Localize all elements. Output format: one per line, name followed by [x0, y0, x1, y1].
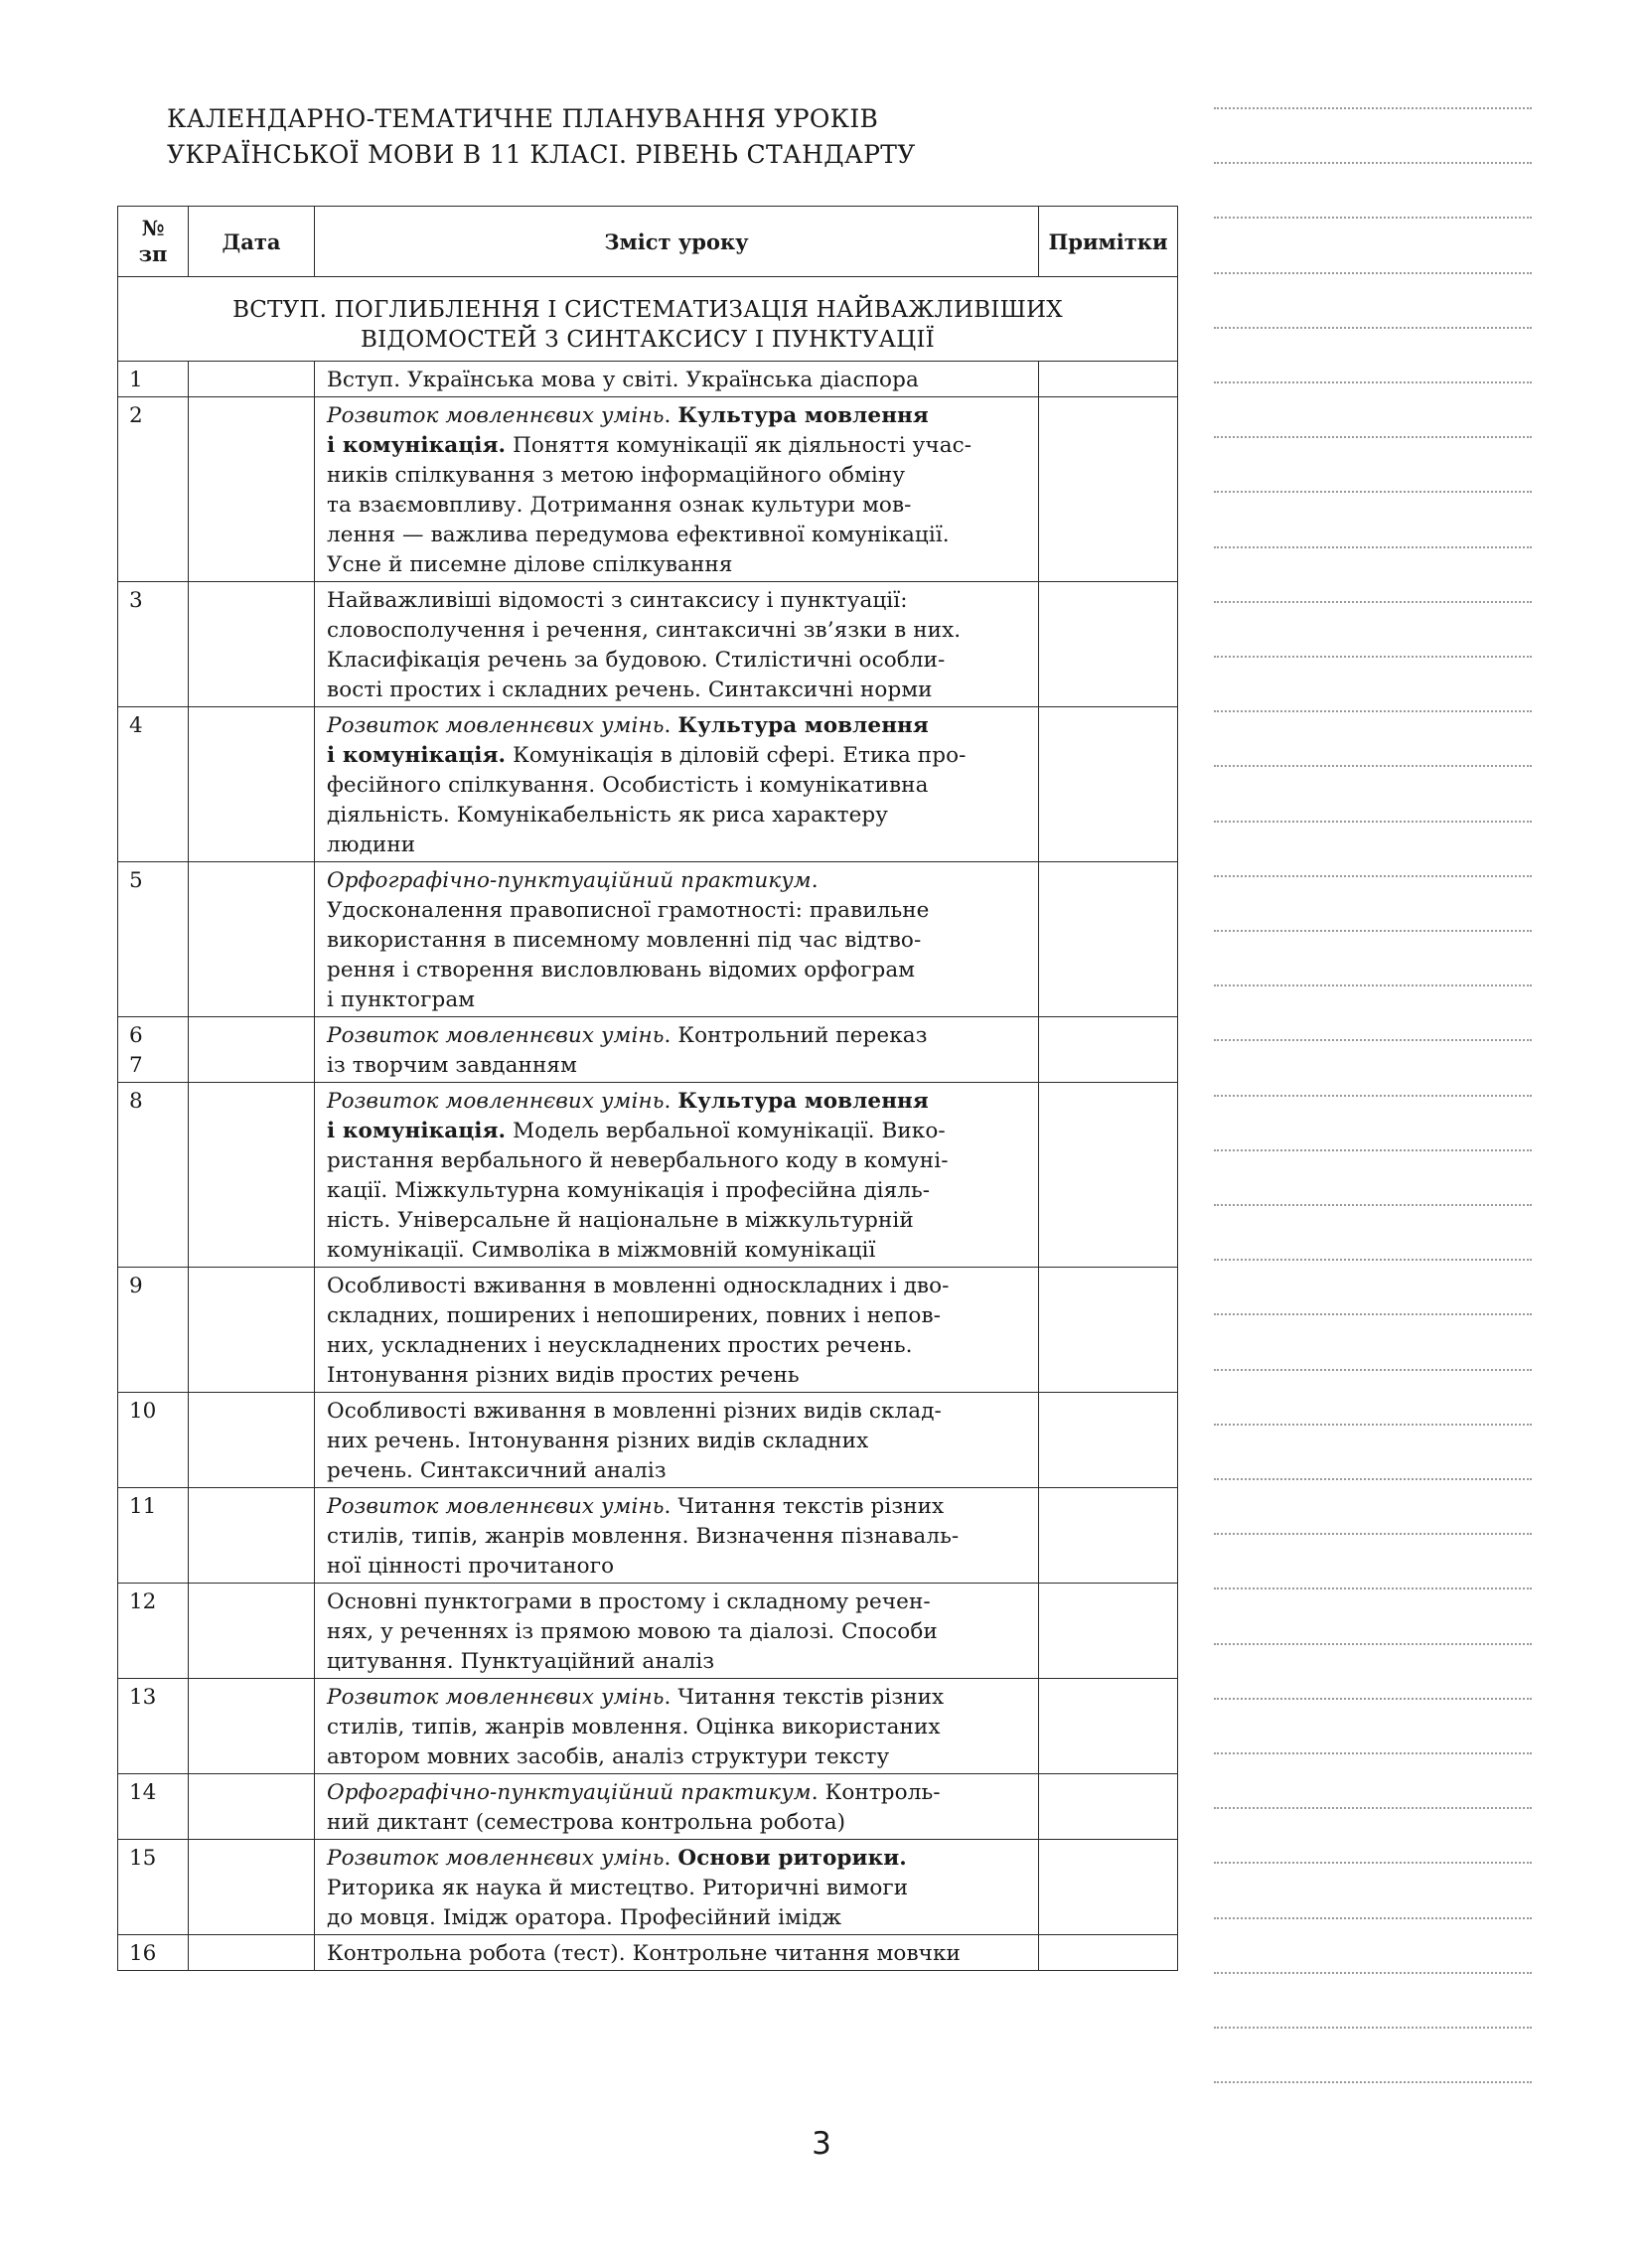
ruled-line — [1214, 1204, 1532, 1206]
content-text: Інтонування різних видів простих речень — [327, 1363, 800, 1388]
ruled-line — [1214, 930, 1532, 932]
table-row — [118, 1393, 1178, 1488]
lesson-notes-cell — [1039, 1679, 1178, 1774]
section-heading-line-2: ВІДОМОСТЕЙ З СИНТАКСИСУ І ПУНКТУАЦІЇ — [361, 327, 935, 353]
content-text: Комунікація в діловій сфері. Етика про- — [506, 743, 967, 768]
lesson-number — [118, 862, 189, 1017]
content-line — [327, 491, 1026, 521]
lesson-number-value: 13 — [129, 1685, 157, 1710]
lesson-number-value: 3 — [129, 588, 143, 613]
table-row — [118, 862, 1178, 1017]
lesson-number — [118, 362, 189, 397]
content-text: автором мовних засобів, аналіз структури тексту — [327, 1744, 890, 1769]
content-text: Модель вербальної комунікації. Вико- — [506, 1119, 946, 1143]
ruled-line — [1214, 327, 1532, 329]
ruled-line — [1214, 381, 1532, 383]
content-text: . — [811, 868, 819, 893]
ruled-line — [1214, 710, 1532, 712]
content-line — [327, 1087, 1026, 1117]
table-header-row — [118, 207, 1178, 277]
content-line — [327, 401, 1026, 431]
content-text: них, ускладнених і неускладнених простих речень. — [327, 1333, 913, 1358]
ruled-line — [1214, 2081, 1532, 2083]
content-line — [327, 1021, 1026, 1051]
header-content: Зміст уроку — [315, 207, 1039, 277]
content-text: кації. Міжкультурна комунікація і професійна діяль- — [327, 1178, 931, 1203]
ruled-line — [1214, 1369, 1532, 1371]
table-row — [118, 707, 1178, 862]
lesson-content — [315, 1679, 1039, 1774]
content-text: до мовця. Імідж оратора. Професійний імідж — [327, 1905, 842, 1930]
content-text: та взаємовпливу. Дотримання ознак культури мов- — [327, 493, 912, 518]
content-text: людини — [327, 832, 416, 857]
lesson-notes-cell — [1039, 862, 1178, 1017]
content-text: Розвиток мовленнєвих умінь — [327, 713, 665, 738]
lesson-date-cell — [189, 1935, 315, 1971]
content-text: Основні пунктограми в простому і складному речен- — [327, 1589, 931, 1614]
table-row — [118, 362, 1178, 397]
content-text: ний диктант (семестрова контрольна робота) — [327, 1810, 846, 1835]
lesson-number-value: 8 — [129, 1089, 143, 1114]
content-text: Орфографічно-пунктуаційний практикум — [327, 1780, 812, 1805]
lesson-number — [118, 1774, 189, 1840]
lesson-number-value: 6 — [129, 1023, 143, 1048]
table-row — [118, 1488, 1178, 1584]
lesson-notes-cell — [1039, 1393, 1178, 1488]
content-line — [327, 1301, 1026, 1331]
lesson-date-cell — [189, 1268, 315, 1393]
ruled-line — [1214, 1917, 1532, 1919]
lesson-number — [118, 1935, 189, 1971]
content-line — [327, 866, 1026, 896]
ruled-line — [1214, 984, 1532, 986]
content-text: Усне й писемне ділове спілкування — [327, 552, 733, 577]
ruled-line — [1214, 2027, 1532, 2029]
lesson-number-value: 5 — [129, 868, 143, 893]
content-line — [327, 1331, 1026, 1361]
ruled-line — [1214, 1533, 1532, 1535]
table-row — [118, 1679, 1178, 1774]
content-line — [327, 801, 1026, 831]
content-text: і комунікація. — [327, 1119, 507, 1143]
content-text: Культура мовлення — [677, 403, 929, 428]
lesson-date-cell — [189, 1393, 315, 1488]
lesson-content — [315, 1935, 1039, 1971]
content-line — [327, 1361, 1026, 1391]
content-text: Найважливіші відомості з синтаксису і пунктуації: — [327, 588, 908, 613]
content-text: словосполучення і речення, синтаксичні зв’язки в них. — [327, 618, 962, 643]
title-line-2: УКРАЇНСЬКОЇ МОВИ В 11 КЛАСІ. РІВЕНЬ СТАНДАРТУ — [167, 140, 916, 169]
lesson-number — [118, 1393, 189, 1488]
content-line — [327, 741, 1026, 771]
lesson-notes-cell — [1039, 707, 1178, 862]
lesson-number — [118, 1017, 189, 1083]
content-text: Орфографічно-пунктуаційний практикум — [327, 868, 812, 893]
content-line — [327, 985, 1026, 1015]
content-line — [327, 1146, 1026, 1176]
ruled-line — [1214, 821, 1532, 823]
ruled-line — [1214, 601, 1532, 603]
lesson-notes-cell — [1039, 1840, 1178, 1935]
content-line — [327, 431, 1026, 461]
lesson-notes-cell — [1039, 1935, 1178, 1971]
lesson-content — [315, 1268, 1039, 1393]
lesson-content — [315, 1017, 1039, 1083]
content-line — [327, 1778, 1026, 1808]
lesson-notes-cell — [1039, 582, 1178, 707]
lesson-number — [118, 1488, 189, 1584]
margin-notes-lines — [1214, 107, 1532, 2094]
content-text: Риторика як наука й мистецтво. Риторичні вимоги — [327, 1876, 909, 1900]
lesson-number-value: 15 — [129, 1846, 157, 1871]
ruled-line — [1214, 1313, 1532, 1315]
content-text: стилів, типів, жанрів мовлення. Визначення пізнаваль- — [327, 1524, 960, 1549]
content-line — [327, 676, 1026, 705]
lesson-notes-cell — [1039, 362, 1178, 397]
content-line — [327, 366, 1026, 395]
content-text: складних, поширених і непоширених, повних і непов- — [327, 1303, 942, 1328]
content-line — [327, 771, 1026, 801]
content-text: . Контроль- — [811, 1780, 941, 1805]
content-text: Основи риторики. — [677, 1846, 907, 1871]
lesson-number — [118, 1083, 189, 1268]
table-row — [118, 1017, 1178, 1083]
content-text: і комунікація. — [327, 433, 507, 458]
lesson-date-cell — [189, 1083, 315, 1268]
ruled-line — [1214, 1095, 1532, 1097]
content-line — [327, 1588, 1026, 1617]
lesson-number-value: 16 — [129, 1941, 157, 1966]
content-text: Культура мовлення — [677, 713, 929, 738]
section-row — [118, 277, 1178, 362]
content-line — [327, 711, 1026, 741]
lesson-number-value: 11 — [129, 1494, 157, 1519]
ruled-line — [1214, 1478, 1532, 1480]
content-line — [327, 646, 1026, 676]
lesson-notes-cell — [1039, 1584, 1178, 1679]
content-line — [327, 1456, 1026, 1486]
lesson-number-value: 1 — [129, 368, 143, 392]
content-text: . Контрольний переказ — [664, 1023, 928, 1048]
lesson-content — [315, 862, 1039, 1017]
content-text: комунікації. Символіка в міжмовній комунікації — [327, 1238, 876, 1263]
lesson-date-cell — [189, 1679, 315, 1774]
lesson-notes-cell — [1039, 1083, 1178, 1268]
lesson-number-value: 4 — [129, 713, 143, 738]
lesson-notes-cell — [1039, 1774, 1178, 1840]
ruled-line — [1214, 1807, 1532, 1809]
ruled-line — [1214, 107, 1532, 109]
lesson-number-value: 2 — [129, 403, 143, 428]
lesson-number-value: 12 — [129, 1589, 157, 1614]
content-text: . — [664, 713, 678, 738]
content-text: Контрольна робота (тест). Контрольне читання мовчки — [327, 1941, 961, 1966]
content-text: нях, у реченнях із прямою мовою та діалозі. Способи — [327, 1619, 938, 1644]
ruled-line — [1214, 1698, 1532, 1700]
lesson-content — [315, 1584, 1039, 1679]
table-row — [118, 1935, 1178, 1971]
content-line — [327, 1808, 1026, 1838]
ruled-line — [1214, 656, 1532, 658]
content-line — [327, 1206, 1026, 1236]
lesson-date-cell — [189, 1584, 315, 1679]
ruled-line — [1214, 1424, 1532, 1426]
table-row — [118, 1774, 1178, 1840]
content-text: лення — важлива передумова ефективної комунікації. — [327, 523, 950, 547]
content-text: і комунікація. — [327, 743, 507, 768]
content-line — [327, 1236, 1026, 1266]
ruled-line — [1214, 1643, 1532, 1645]
content-text: фесійного спілкування. Особистість і комунікативна — [327, 773, 929, 798]
content-line — [327, 1427, 1026, 1456]
lesson-notes-cell — [1039, 1488, 1178, 1584]
page-title — [167, 101, 1160, 173]
content-text: Розвиток мовленнєвих умінь — [327, 1685, 665, 1710]
content-line — [327, 1874, 1026, 1903]
section-heading — [118, 277, 1178, 362]
content-line — [327, 1492, 1026, 1522]
content-text: них речень. Інтонування різних видів складних — [327, 1429, 869, 1453]
content-text: і пунктограм — [327, 987, 476, 1012]
lesson-number — [118, 397, 189, 582]
lesson-notes-cell — [1039, 1017, 1178, 1083]
content-line — [327, 550, 1026, 580]
ruled-line — [1214, 162, 1532, 164]
lesson-number — [118, 707, 189, 862]
content-line — [327, 1713, 1026, 1742]
content-line — [327, 1552, 1026, 1582]
lesson-content — [315, 1774, 1039, 1840]
title-line-1: КАЛЕНДАРНО-ТЕМАТИЧНЕ ПЛАНУВАННЯ УРОКІВ — [167, 104, 879, 133]
content-line — [327, 1617, 1026, 1647]
content-text: Удосконалення правописної грамотності: правильне — [327, 898, 930, 923]
ruled-line — [1214, 1752, 1532, 1754]
content-text: ність. Універсальне й національне в міжкультурній — [327, 1208, 914, 1233]
content-line — [327, 1742, 1026, 1772]
content-line — [327, 1397, 1026, 1427]
lesson-content — [315, 1488, 1039, 1584]
content-text: Особливості вживання в мовленні різних видів склад- — [327, 1399, 942, 1424]
lesson-date-cell — [189, 1488, 315, 1584]
ruled-line — [1214, 217, 1532, 219]
content-text: Розвиток мовленнєвих умінь — [327, 1023, 665, 1048]
lesson-notes-cell — [1039, 1268, 1178, 1393]
content-text: . Читання текстів різних — [664, 1494, 945, 1519]
ruled-line — [1214, 272, 1532, 274]
header-date: Дата — [189, 207, 315, 277]
lesson-number-value-2: 7 — [129, 1053, 143, 1078]
content-text: рення і створення висловлювань відомих орфограм — [327, 958, 916, 983]
table-row — [118, 582, 1178, 707]
content-line — [327, 956, 1026, 985]
content-text: Розвиток мовленнєвих умінь — [327, 1846, 665, 1871]
content-text: Вступ. Українська мова у світі. Українська діаспора — [327, 368, 919, 392]
lesson-date-cell — [189, 397, 315, 582]
lesson-number — [118, 1679, 189, 1774]
ruled-line — [1214, 1039, 1532, 1041]
content-text: Класифікація речень за будовою. Стилістичні особли- — [327, 648, 946, 673]
header-number-symbol: № — [141, 216, 165, 240]
ruled-line — [1214, 1588, 1532, 1589]
lesson-plan-table — [117, 206, 1178, 1971]
content-line — [327, 461, 1026, 491]
lesson-content — [315, 707, 1039, 862]
content-text: . Читання текстів різних — [664, 1685, 945, 1710]
content-line — [327, 831, 1026, 860]
content-text: ників спілкування з метою інформаційного обміну — [327, 463, 906, 488]
lesson-number — [118, 1268, 189, 1393]
ruled-line — [1214, 765, 1532, 767]
lesson-number-value: 14 — [129, 1780, 157, 1805]
content-text: ристання вербального й невербального коду в комуні- — [327, 1148, 949, 1173]
lesson-date-cell — [189, 707, 315, 862]
content-line — [327, 1117, 1026, 1146]
ruled-line — [1214, 491, 1532, 493]
content-text: із творчим завданням — [327, 1053, 577, 1078]
content-line — [327, 616, 1026, 646]
content-line — [327, 1272, 1026, 1301]
lesson-number — [118, 582, 189, 707]
content-text: вості простих і складних речень. Синтаксичні норми — [327, 678, 933, 702]
content-text: . — [664, 1846, 678, 1871]
ruled-line — [1214, 875, 1532, 877]
content-text: Розвиток мовленнєвих умінь — [327, 1494, 665, 1519]
content-text: Поняття комунікації як діяльності учас- — [506, 433, 972, 458]
lesson-date-cell — [189, 582, 315, 707]
content-text: діяльність. Комунікабельність як риса характеру — [327, 803, 889, 828]
content-text: стилів, типів, жанрів мовлення. Оцінка використаних — [327, 1715, 941, 1739]
content-line — [327, 1939, 1026, 1969]
content-line — [327, 1844, 1026, 1874]
table-row — [118, 1268, 1178, 1393]
lesson-date-cell — [189, 1774, 315, 1840]
lesson-content — [315, 397, 1039, 582]
ruled-line — [1214, 1862, 1532, 1864]
content-text: Особливості вживання в мовленні односкладних і дво- — [327, 1274, 950, 1298]
content-line — [327, 1903, 1026, 1933]
content-text: . — [664, 1089, 678, 1114]
lesson-content — [315, 1083, 1039, 1268]
header-number-abbr: зп — [138, 241, 168, 266]
table-row — [118, 1083, 1178, 1268]
header-number — [118, 207, 189, 277]
content-line — [327, 1051, 1026, 1081]
ruled-line — [1214, 1149, 1532, 1151]
content-line — [327, 896, 1026, 926]
content-line — [327, 1683, 1026, 1713]
content-line — [327, 1647, 1026, 1677]
ruled-line — [1214, 546, 1532, 548]
content-text: Культура мовлення — [677, 1089, 929, 1114]
content-text: цитування. Пунктуаційний аналіз — [327, 1649, 715, 1674]
lesson-date-cell — [189, 1840, 315, 1935]
content-text: Розвиток мовленнєвих умінь — [327, 1089, 665, 1114]
content-line — [327, 926, 1026, 956]
lesson-number — [118, 1584, 189, 1679]
content-line — [327, 1522, 1026, 1552]
lesson-content — [315, 582, 1039, 707]
lesson-date-cell — [189, 362, 315, 397]
table-row — [118, 1584, 1178, 1679]
content-line — [327, 1176, 1026, 1206]
table-row — [118, 1840, 1178, 1935]
content-text: ної цінності прочитаного — [327, 1554, 615, 1579]
content-text: Розвиток мовленнєвих умінь — [327, 403, 665, 428]
ruled-line — [1214, 436, 1532, 438]
section-heading-line-1: ВСТУП. ПОГЛИБЛЕННЯ І СИСТЕМАТИЗАЦІЯ НАЙВАЖЛИВІШИХ — [232, 297, 1063, 323]
content-text: використання в писемному мовленні під час відтво- — [327, 928, 922, 953]
page-number: 3 — [812, 2126, 831, 2162]
content-line — [327, 586, 1026, 616]
content-line — [327, 521, 1026, 550]
lesson-content — [315, 1393, 1039, 1488]
content-text: . — [664, 403, 678, 428]
lesson-content — [315, 362, 1039, 397]
lesson-date-cell — [189, 862, 315, 1017]
content-text: речень. Синтаксичний аналіз — [327, 1458, 667, 1483]
ruled-line — [1214, 1259, 1532, 1261]
table-row — [118, 397, 1178, 582]
lesson-number-value: 10 — [129, 1399, 157, 1424]
header-notes: Примітки — [1039, 207, 1178, 277]
ruled-line — [1214, 1972, 1532, 1974]
lesson-notes-cell — [1039, 397, 1178, 582]
lesson-number-value: 9 — [129, 1274, 143, 1298]
lesson-content — [315, 1840, 1039, 1935]
lesson-number — [118, 1840, 189, 1935]
lesson-date-cell — [189, 1017, 315, 1083]
